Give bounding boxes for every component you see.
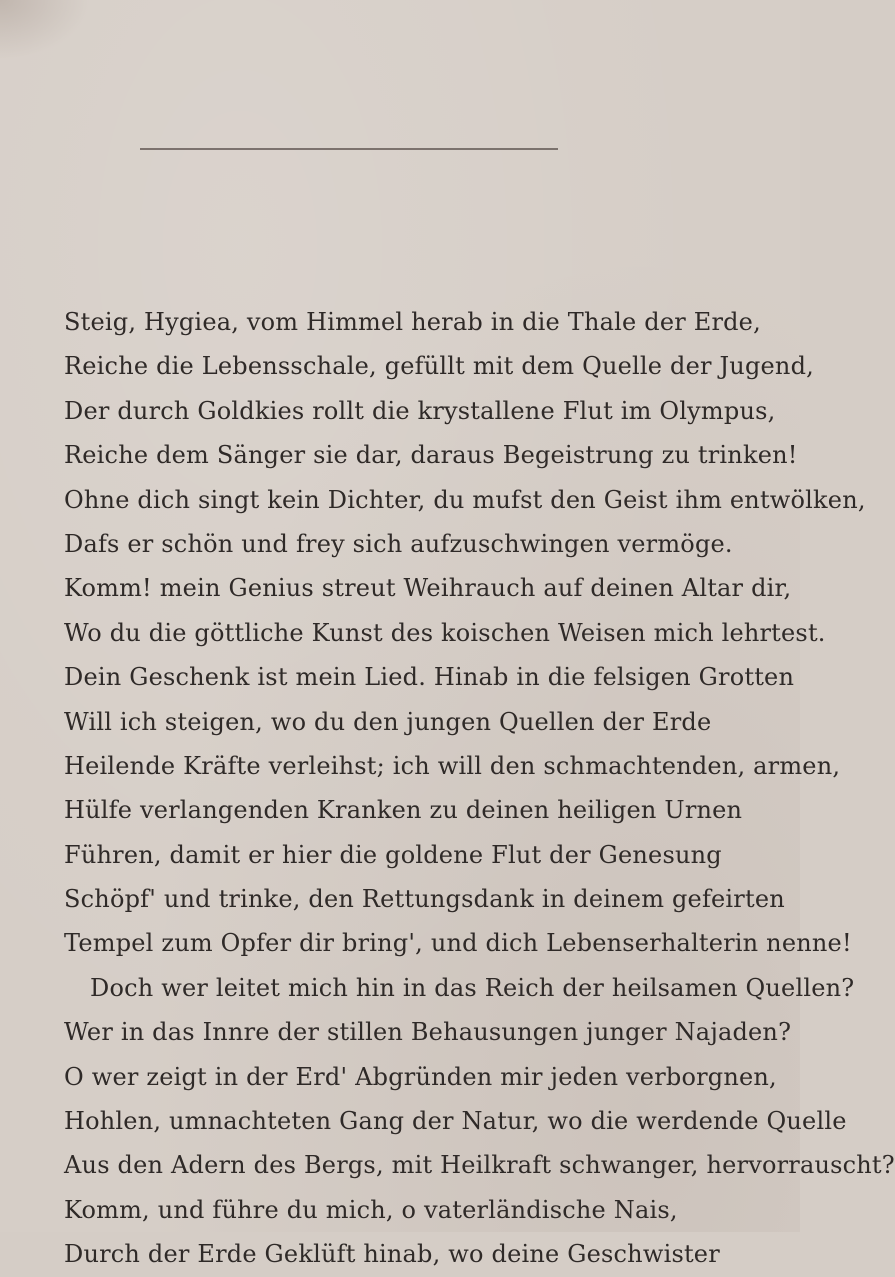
poem-line: Will ich steigen, wo du den jungen Quellen der Erde	[64, 707, 712, 736]
poem-line: Wer in das Innre der stillen Behausungen junger Najaden?	[64, 1018, 792, 1047]
poem-line: Der durch Goldkies rollt die krystallene Flut im Olympus,	[64, 396, 776, 425]
poem-line: Doch wer leitet mich hin in das Reich der heilsamen Quellen?	[90, 973, 855, 1002]
poem-line: Komm, und führe du mich, o vaterländische Nais,	[64, 1195, 678, 1224]
page-corner-shadow	[0, 0, 90, 60]
poem-line: Tempel zum Opfer dir bring', und dich Lebenserhalterin nenne!	[64, 929, 852, 958]
poem-line: Reiche dem Sänger sie dar, daraus Begeistrung zu trinken!	[64, 441, 798, 470]
poem-line: Steig, Hygiea, vom Himmel herab in die Thale der Erde,	[64, 308, 761, 336]
poem-line: Durch der Erde Geklüft hinab, wo deine Geschwister	[64, 1240, 720, 1269]
header-rule	[140, 148, 558, 150]
poem-line: O wer zeigt in der Erd' Abgründen mir jeden verborgnen,	[64, 1062, 777, 1091]
poem-line: Komm! mein Genius streut Weihrauch auf deinen Altar dir,	[64, 574, 792, 603]
poem-line: Dafs er schön und frey sich aufzuschwingen vermöge.	[64, 529, 733, 558]
poem-line: Hülfe verlangenden Kranken zu deinen heiligen Urnen	[64, 796, 743, 825]
poem-line: Führen, damit er hier die goldene Flut der Genesung	[64, 840, 722, 869]
poem-line: Reiche die Lebensschale, gefüllt mit dem Quelle der Jugend,	[64, 352, 814, 381]
poem-line: Wo du die göttliche Kunst des koischen Weisen mich lehrtest.	[64, 618, 826, 647]
poem-text	[64, 300, 895, 1277]
poem-line: Aus den Adern des Bergs, mit Heilkraft schwanger, hervorrauscht?	[64, 1151, 895, 1180]
poem-line: Hohlen, umnachteten Gang der Natur, wo die werdende Quelle	[64, 1107, 847, 1136]
poem-line: Dein Geschenk ist mein Lied. Hinab in die felsigen Grotten	[64, 663, 795, 692]
poem-line: Ohne dich singt kein Dichter, du mufst den Geist ihm entwölken,	[64, 485, 866, 514]
poem-line: Schöpf' und trinke, den Rettungsdank in deinem gefeirten	[64, 885, 785, 914]
poem-line: Heilende Kräfte verleihst; ich will den schmachtenden, armen,	[64, 751, 841, 780]
